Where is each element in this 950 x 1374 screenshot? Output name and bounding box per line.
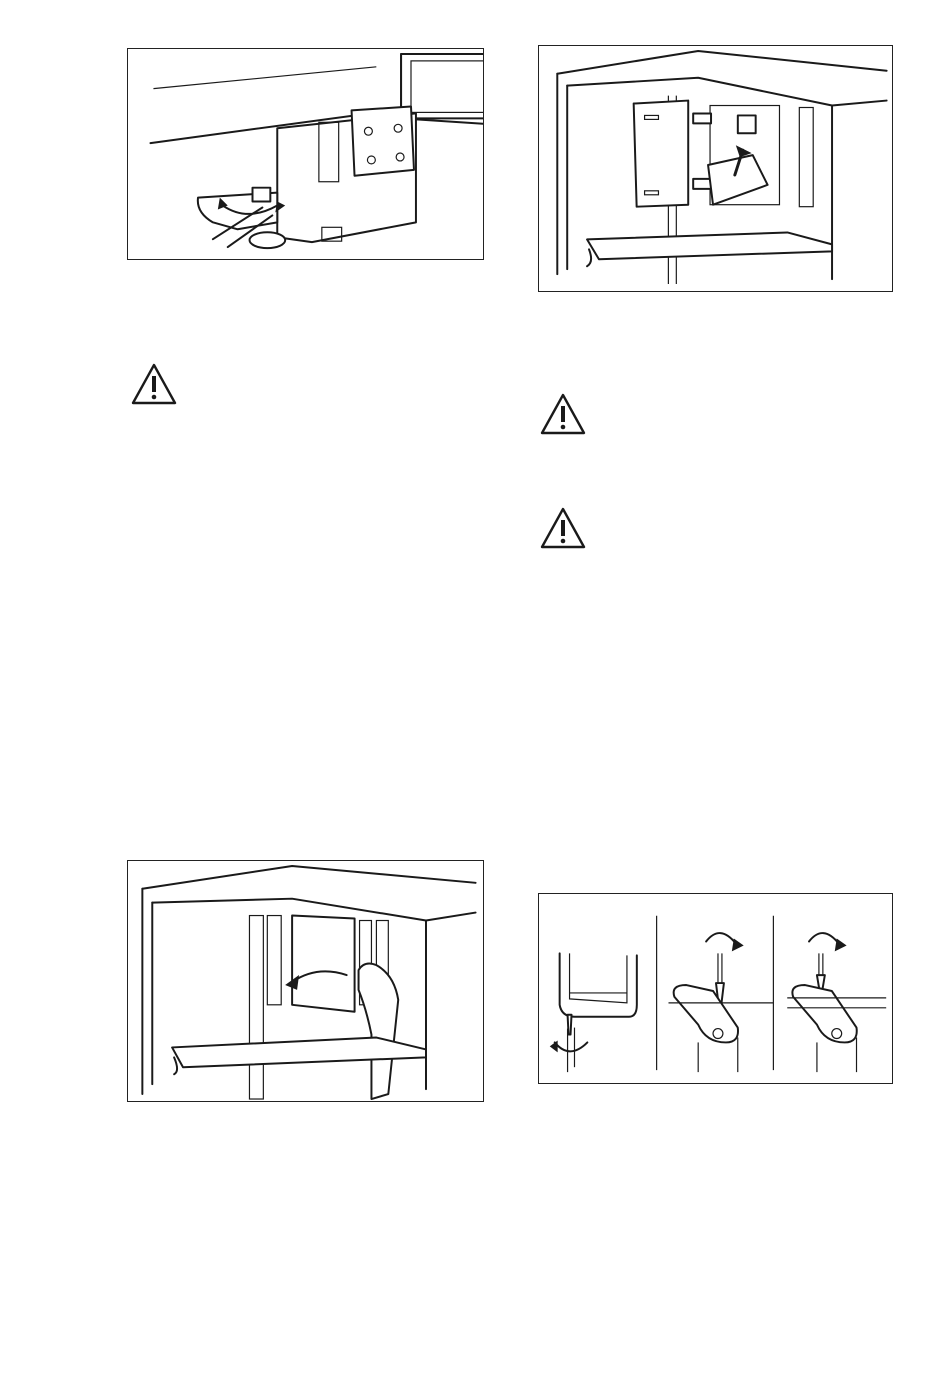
hand-removing-panel-illustration xyxy=(128,861,483,1101)
figure-adjust-foot xyxy=(127,48,484,260)
warning-triangle-icon xyxy=(130,362,178,406)
figure-remove-hinge-cover xyxy=(538,45,893,292)
figure-screw-hinge xyxy=(538,893,893,1084)
warning-triangle-icon xyxy=(539,506,587,550)
wrench-adjusting-foot-illustration xyxy=(128,49,483,259)
screw-fixing-hinge-illustration xyxy=(539,894,892,1083)
hinge-cover-removal-illustration xyxy=(539,46,892,291)
warning-triangle-icon xyxy=(539,392,587,436)
figure-remove-panel xyxy=(127,860,484,1102)
